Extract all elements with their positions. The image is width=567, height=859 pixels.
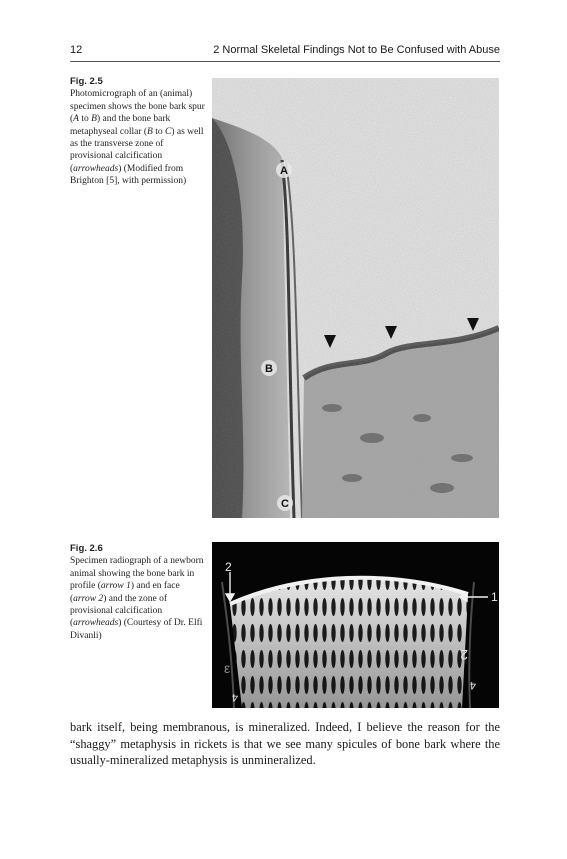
caption-run: ) (Modified from Brighton [5], with permission) [70, 163, 187, 187]
caption-italic-run: arrowheads [73, 618, 119, 629]
body-paragraph: bark itself, being membranous, is mineralized. Indeed, I believe the reason for the “shaggy” metaphysis in rickets is that we see many spicules of bone bark where the usually-mineralized metaphysis is unmineralized. [70, 720, 500, 767]
caption-run: ) (Courtesy of Dr. Elfi Divanli) [70, 618, 203, 641]
running-header [70, 42, 500, 62]
caption-italic-run: arrowheads [73, 163, 119, 174]
chapter-title: 2 Normal Skeletal Findings Not to Be Confused with Abuse [213, 44, 500, 56]
caption-run: to [78, 114, 92, 125]
photomicrograph-image [212, 78, 499, 518]
caption-italic-run: B [147, 126, 153, 137]
caption-italic-run: B [91, 114, 97, 125]
edge-marking: 4 [231, 691, 238, 703]
caption-run: Photomicrograph of an (animal) specimen shows the bone bark spur ( [70, 89, 205, 125]
caption-run: ) and the zone of provisional calcification ( [70, 593, 168, 629]
caption-run: to [152, 126, 165, 137]
edge-marking: 2 [460, 647, 468, 663]
arrow-1-label: 1 [491, 590, 498, 604]
caption-run: ) and the bone bark metaphyseal collar ( [70, 114, 171, 137]
caption-text [70, 555, 208, 642]
figure-2-6-caption [70, 543, 208, 642]
caption-italic-run: A [73, 114, 79, 125]
figure-label: Fig. 2.5 [70, 76, 103, 87]
figure-label: Fig. 2.6 [70, 543, 103, 554]
caption-italic-run: arrow 1 [100, 581, 131, 592]
edge-marking: ε [224, 660, 231, 676]
caption-run: Specimen radiograph of a newborn animal showing the bone bark in profile ( [70, 556, 204, 592]
page-number: 12 [70, 44, 83, 56]
caption-run: ) and en face ( [70, 581, 180, 604]
arrow-2-label: 2 [225, 560, 232, 574]
caption-run: ) as well as the transverse zone of provisional calcification ( [70, 126, 204, 174]
edge-marking: 4 [469, 679, 476, 691]
caption-text [70, 88, 208, 187]
figure-2-6-radiograph [212, 542, 499, 708]
label-b: B [265, 363, 273, 375]
caption-italic-run: arrow 2 [73, 593, 104, 604]
label-a: A [280, 165, 288, 177]
header-rule [70, 61, 500, 62]
figure-2-5-photomicrograph [212, 78, 499, 518]
figure-2-5-caption [70, 76, 208, 188]
radiograph-image [212, 542, 499, 708]
caption-italic-run: C [164, 126, 172, 137]
label-c: C [281, 498, 289, 510]
